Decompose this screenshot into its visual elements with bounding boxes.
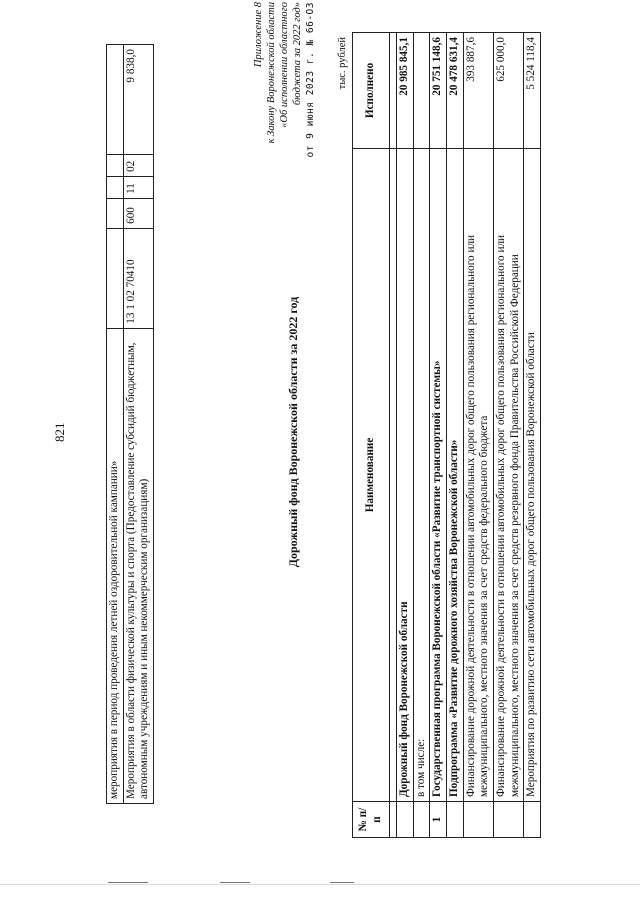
row-no bbox=[413, 802, 430, 838]
row-amount: 20 985 845,1 bbox=[397, 33, 414, 149]
row-no bbox=[493, 802, 523, 838]
row-amount bbox=[107, 45, 124, 155]
scan-artifact-line bbox=[108, 882, 148, 883]
row-name: Дорожный фонд Воронежской области bbox=[397, 148, 414, 801]
row-name: Финансирование дорожной деятельности в отношении автомобильных дорог общего пользования регионального или межмуниципального, местного значения за счет средств резервного фонда Правительства Российской Федерации bbox=[493, 148, 523, 801]
row-amount: 9 838,0 bbox=[123, 45, 153, 155]
index-cell: 2 bbox=[390, 148, 397, 801]
table-row bbox=[107, 45, 124, 804]
header-name: Наименование bbox=[353, 148, 390, 801]
row-name: Мероприятия по развитию сети автомобильных дорог общего пользования Воронежской области bbox=[524, 148, 541, 801]
appendix-line: «Об исполнении областного bbox=[279, 2, 291, 128]
row-no: 1 bbox=[430, 802, 447, 838]
index-cell: 1 bbox=[390, 802, 397, 838]
budget-table-continuation bbox=[106, 44, 154, 804]
table-row bbox=[493, 33, 523, 838]
table-row bbox=[397, 33, 414, 838]
table-row bbox=[446, 33, 463, 838]
row-amount bbox=[413, 33, 430, 149]
unit-label: тыс. рублей bbox=[337, 37, 348, 90]
row-amount: 20 751 148,6 bbox=[430, 33, 447, 149]
scan-artifact-line bbox=[330, 882, 354, 883]
row-name: в том числе: bbox=[413, 148, 430, 801]
row-code: 13 1 02 70410 bbox=[123, 228, 153, 328]
appendix-date: от 9 июня 2023 г. № 66-ОЗ bbox=[304, 2, 316, 158]
index-cell: 3 bbox=[390, 33, 397, 149]
row-pr: 02 bbox=[123, 154, 153, 176]
row-rz: 11 bbox=[123, 176, 153, 198]
row-no bbox=[524, 802, 541, 838]
table-row bbox=[463, 33, 493, 838]
row-name: Мероприятия в области физической культуры и спорта (Предоставление субсидий бюджетным, автономным учреждениям и иным некоммерческим организациям) bbox=[123, 328, 153, 803]
row-no bbox=[446, 802, 463, 838]
row-vr: 600 bbox=[123, 198, 153, 228]
header-amount: Исполнено bbox=[353, 33, 390, 149]
appendix-line: Приложение 8 bbox=[253, 2, 264, 68]
row-amount: 5 524 118,4 bbox=[524, 33, 541, 149]
row-name: Финансирование дорожной деятельности в отношении автомобильных дорог общего пользования регионального или межмуниципального, местного значения за счет средств федерального бюджета bbox=[463, 148, 493, 801]
row-rz bbox=[107, 176, 124, 198]
row-amount: 393 887,6 bbox=[463, 33, 493, 149]
row-no bbox=[397, 802, 414, 838]
scan-artifact-line bbox=[0, 884, 640, 885]
page-number: 821 bbox=[52, 422, 67, 442]
document-title: Дорожный фонд Воронежской области за 2022 год bbox=[286, 296, 300, 568]
appendix-note bbox=[252, 2, 316, 302]
appendix-line: к Закону Воронежской области bbox=[266, 2, 278, 144]
row-amount: 20 478 631,4 bbox=[446, 33, 463, 149]
table-row bbox=[430, 33, 447, 838]
row-no bbox=[463, 802, 493, 838]
road-fund-table bbox=[352, 32, 541, 838]
row-amount: 625 000,0 bbox=[493, 33, 523, 149]
appendix-line: бюджета за 2022 год» bbox=[292, 2, 304, 106]
rotated-sheet bbox=[40, 2, 640, 862]
row-name: Государственная программа Воронежской области «Развитие транспортной системы» bbox=[430, 148, 447, 801]
header-no: № п/п bbox=[353, 802, 390, 838]
row-pr bbox=[107, 154, 124, 176]
table-header-row bbox=[353, 33, 390, 838]
scan-artifact-line bbox=[220, 882, 250, 883]
row-name: мероприятия в период проведения летней оздоровительной кампании» bbox=[107, 328, 124, 803]
row-code bbox=[107, 228, 124, 328]
row-name: Подпрограмма «Развитие дорожного хозяйства Воронежской области» bbox=[446, 148, 463, 801]
table-row bbox=[123, 45, 153, 804]
row-vr bbox=[107, 198, 124, 228]
table-index-row bbox=[390, 33, 397, 838]
table-row bbox=[413, 33, 430, 838]
table-row bbox=[524, 33, 541, 838]
